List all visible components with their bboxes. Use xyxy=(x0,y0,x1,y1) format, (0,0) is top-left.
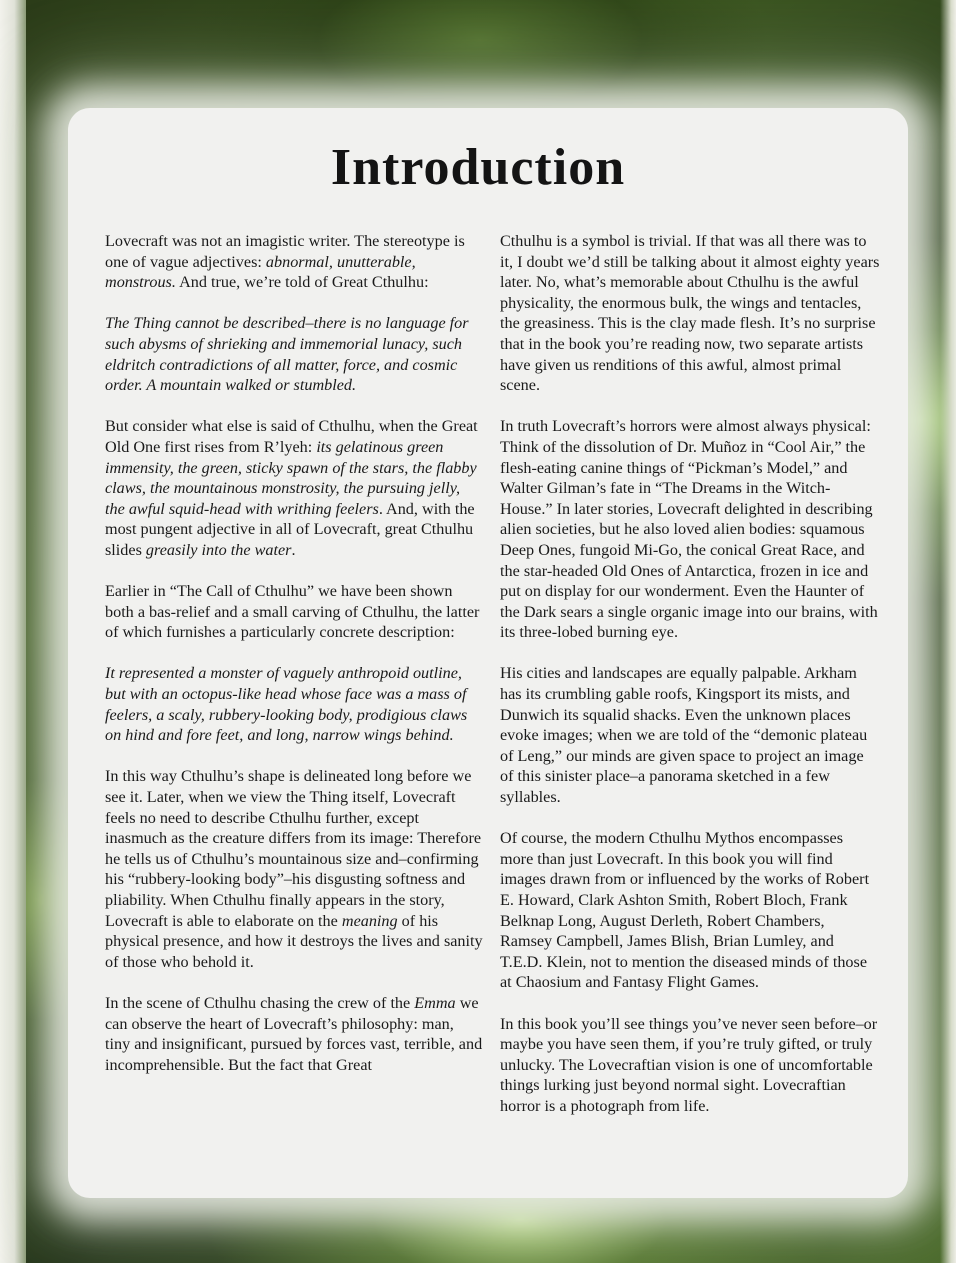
right-column xyxy=(500,231,880,1117)
text-run: And true, we’re told of Great Cthulhu: xyxy=(175,273,429,292)
paragraph: In this book you’ll see things you’ve never seen before–or maybe you have seen them, if you’re truly gifted, or truly unlucky. The Lovecraftian vision is one of uncomfortable things lurking just beyond normal sight. Lovecraftian horror is a photograph from life. xyxy=(500,1014,878,1115)
paragraph: In truth Lovecraft’s horrors were almost always physical: Think of the dissolution of Dr. Muñoz in “Cool Air,” the flesh-eating canine things of “Pickman’s Model,” and Walter Gilman’s fate in “The Dreams in the Witch-House.” In later stories, Lovecraft delighted in describing alien societies, but he also loved alien bodies: squamous Deep Ones, fungoid Mi-Go, the conical Great Race, and the star-headed Old Ones of Antarctica, frozen in ice and put on display for our wonderment. Even the Haunter of the Dark sears a single organic image into our brains, with its three-lobed burning eye. xyxy=(500,417,878,642)
text-run: Lovecraft was not an imagistic writer. The stereotype is one of vague adjectives: xyxy=(105,232,465,271)
italic-run: abnormal, unutterable, monstrous. xyxy=(105,252,416,292)
paragraph xyxy=(105,993,483,1075)
paragraph: Cthulhu is a symbol is trivial. If that was all there was to it, I doubt we’d still be talking about it almost eighty years later. No, what’s memorable about Cthulhu is the awful physicality, the enormous bulk, the wings and tentacles, the greasiness. This is the clay made flesh. It’s no surprise that in the book you’re reading now, two separate artists have given us renditions of this awful, almost primal scene. xyxy=(500,232,880,395)
block-quote: It represented a monster of vaguely anthropoid outline, but with an octopus-like head whose face was a mass of feelers, a scaly, rubbery-looking body, prodigious claws on hind and fore feet, and long, narrow wings behind. xyxy=(105,664,468,745)
italic-run: Emma xyxy=(414,993,456,1012)
italic-run: meaning xyxy=(341,911,398,930)
block-quote: The Thing cannot be described–there is no language for such abysms of shrieking and immemorial lunacy, such eldritch contradictions of all matter, force, and cosmic order. A mountain walked or stumbled. xyxy=(105,314,469,395)
page-title: Introduction xyxy=(330,139,626,196)
text-run: . xyxy=(291,540,296,559)
left-column xyxy=(105,231,483,1075)
text-run: we can observe the heart of Lovecraft’s philosophy: man, tiny and insignificant, pursued by forces vast, terrible, and incomprehensible. But the fact that Great xyxy=(105,993,483,1074)
text-run: In the scene of Cthulhu chasing the crew of the xyxy=(105,993,415,1012)
text-run: But consider what else is said of Cthulhu, when the Great Old One first rises from R’lyeh: xyxy=(105,417,478,456)
italic-run: its gelatinous green immensity, the green, sticky spawn of the stars, the flabby claws, the mountainous monstrosity, the pursuing jelly, the awful squid-head with writhing feelers xyxy=(105,437,477,518)
italic-run: greasily into the water xyxy=(145,540,292,559)
paragraph: Earlier in “The Call of Cthulhu” we have been shown both a bas-relief and a small carving of Cthulhu, the latter of which furnishes a particularly concrete description: xyxy=(105,582,480,642)
text-run: In this way Cthulhu’s shape is delineated long before we see it. Later, when we view the Thing itself, Lovecraft feels no need to describe Cthulhu further, except inasmuch as the creature differs from its image: Therefore he tells us of Cthulhu’s mountainous size and–confirming his “rubbery-looking body”–his disgusting softness and pliability. When Cthulhu finally appears in the story, Lovecraft is able to elaborate on the xyxy=(105,767,482,930)
text-run: of his physical presence, and how it destroys the lives and sanity of those who behold it. xyxy=(105,911,483,971)
paragraph xyxy=(105,231,483,293)
paragraph: His cities and landscapes are equally palpable. Arkham has its crumbling gable roofs, Kingsport its mists, and Dunwich its squalid shacks. Even the unknown places evoke images; when we are told of the “demonic plateau of Leng,” our minds are given space to project an image of this sinister place–a panorama sketched in a few syllables. xyxy=(500,664,868,807)
paragraph xyxy=(105,416,483,560)
paragraph xyxy=(105,766,483,972)
paragraph: Of course, the modern Cthulhu Mythos encompasses more than just Lovecraft. In this book you will find images drawn from or influenced by the works of Robert E. Howard, Clark Ashton Smith, Robert Bloch, Frank Belknap Long, August Derleth, Robert Chambers, Ramsey Campbell, James Blish, Brian Lumley, and T.E.D. Klein, not to mention the diseased minds of those at Chaosium and Fantasy Flight Games. xyxy=(500,829,870,992)
text-run: . And, with the most pungent adjective in all of Lovecraft, great Cthulhu slides xyxy=(105,499,475,559)
